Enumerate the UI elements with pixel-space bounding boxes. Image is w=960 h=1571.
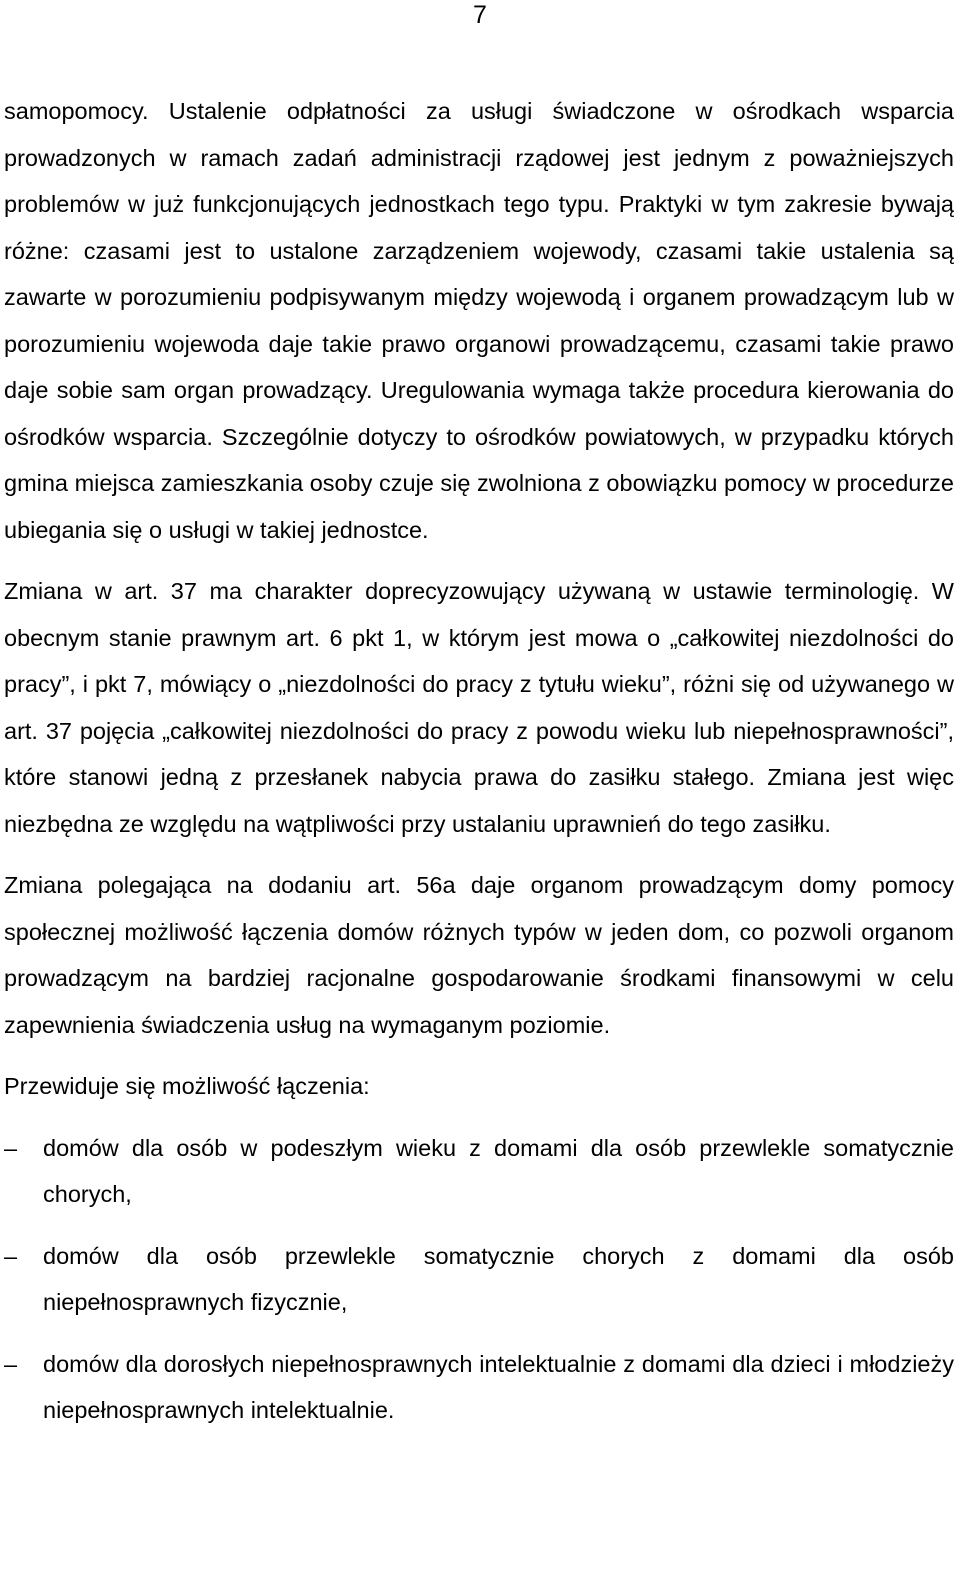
paragraph-zmiana-art-37: Zmiana w art. 37 ma charakter doprecyzowujący używaną w ustawie terminologię. W obecnym stanie prawnym art. 6 pkt 1, w którym jest mowa o „całkowitej niezdolności do pracy”, i pkt 7, mówiący o „niezdolności do pracy z tytułu wieku”, różni się od używanego w art. 37 pojęcia „całkowitej niezdolności do pracy z powodu wieku lub niepełnosprawności”, które stanowi jedną z przesłanek nabycia prawa do zasiłku stałego. Zmiana jest więc niezbędna ze względu na wątpliwości przy ustalaniu uprawnień do tego zasiłku. xyxy=(4,578,954,837)
list-item-text: domów dla dorosłych niepełnosprawnych intelektualnie z domami dla dzieci i młodzieży niepełnosprawnych intelektualnie. xyxy=(43,1350,954,1423)
page-number: 7 xyxy=(473,1,487,29)
paragraph-zmiana-art-56a: Zmiana polegająca na dodaniu art. 56a daje organom prowadzącym domy pomocy społecznej możliwość łączenia domów różnych typów w jeden dom, co pozwoli organom prowadzącym na bardziej racjonalne gospodarowanie środkami finansowymi w celu zapewnienia świadczenia usług na wymaganym poziomie. xyxy=(4,872,954,1038)
dash-bullet: – xyxy=(4,1242,18,1269)
merge-options-list xyxy=(4,1125,954,1434)
dash-bullet: – xyxy=(4,1134,18,1161)
paragraph-odplatnosc: samopomocy. Ustalenie odpłatności za usługi świadczone w ośrodkach wsparcia prowadzonych w ramach zadań administracji rządowej jest jednym z poważniejszych problemów w już funkcjonujących jednostkach tego typu. Praktyki w tym zakresie bywają różne: czasami jest to ustalone zarządzeniem wojewody, czasami takie ustalenia są zawarte w porozumieniu podpisywanym między wojewodą i organem prowadzącym lub w porozumieniu wojewoda daje takie prawo organowi prowadzącemu, czasami takie prawo daje sobie sam organ prowadzący. Uregulowania wymaga także procedura kierowania do ośrodków wsparcia. Szczególnie dotyczy to ośrodków powiatowych, w przypadku których gmina miejsca zamieszkania osoby czuje się zwolniona z obowiązku pomocy w procedurze ubiegania się o usługi w takiej jednostce. xyxy=(4,98,954,543)
list-item-text: domów dla osób w podeszłym wieku z domami dla osób przewlekle somatycznie chorych, xyxy=(43,1134,954,1207)
list-item-text: domów dla osób przewlekle somatycznie chorych z domami dla osób niepełnosprawnych fizycznie, xyxy=(43,1242,954,1315)
list-item xyxy=(4,1341,954,1434)
document-body xyxy=(4,88,954,1449)
dash-bullet: – xyxy=(4,1350,18,1377)
paragraph-list-intro: Przewiduje się możliwość łączenia: xyxy=(4,1073,370,1099)
list-item xyxy=(4,1233,954,1326)
list-item xyxy=(4,1125,954,1218)
